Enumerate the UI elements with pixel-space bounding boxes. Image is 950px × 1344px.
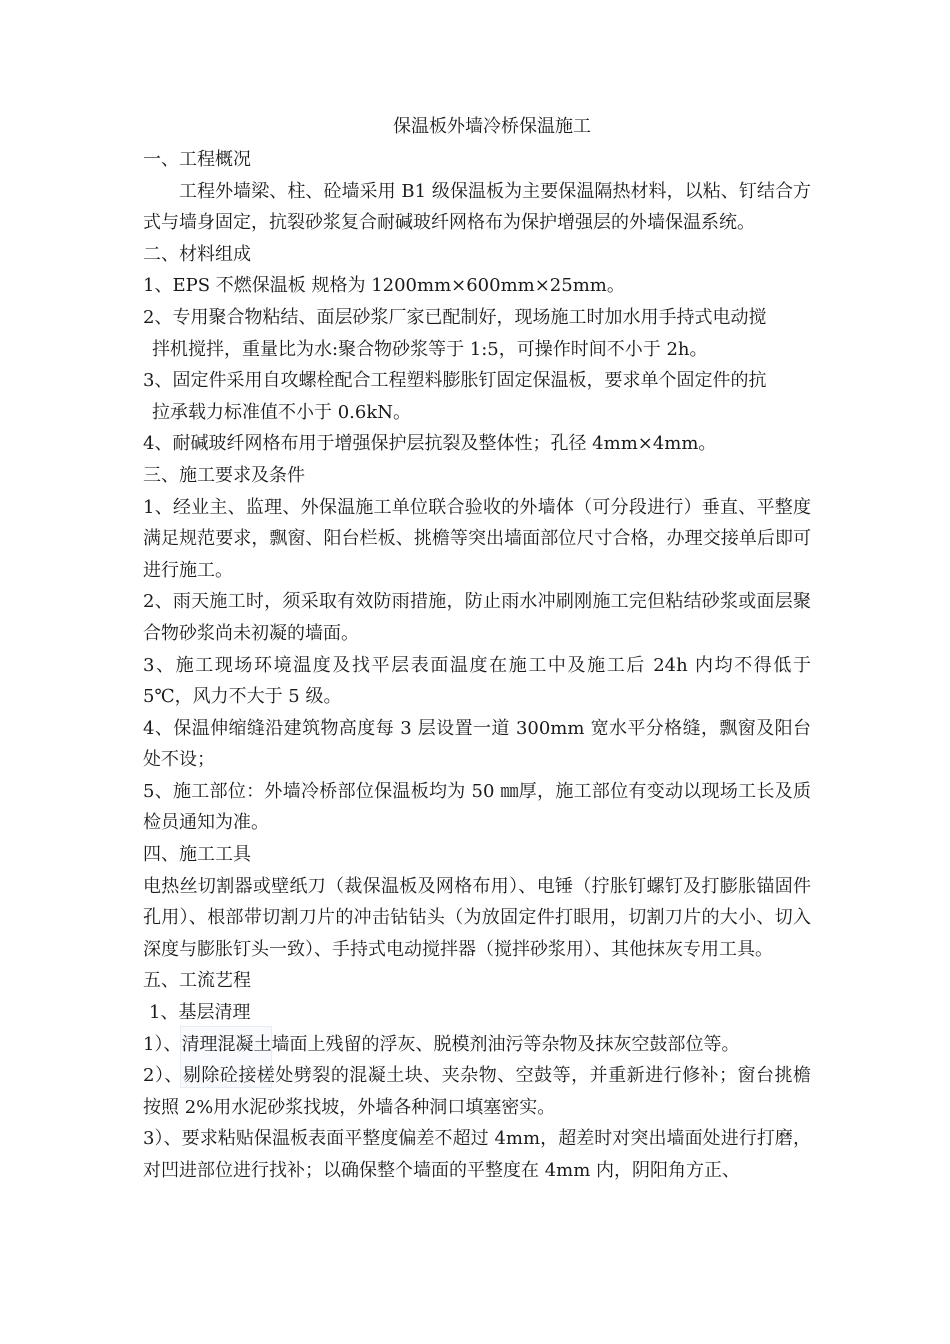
document-title: 保温板外墙冷桥保温施工 [393, 116, 591, 137]
overview-paragraph: 工程外墙梁、柱、砼墙采用 B1 级保温板为主要保温隔热材料，以粘、钉结合方式与墙身固定，抗裂砂浆复合耐碱玻纤网格布为保护增强层的外墙保温系统。 [143, 180, 811, 234]
process-item-3: 3）、要求粘贴保温板表面平整度偏差不超过 4mm，超差时对突出墙面处进行打磨，对凹进部位进行找补；以确保整个墙面的平整度在 4mm 内，阴阳角方正、 [143, 1128, 811, 1181]
process-item-1: 1）、清理混凝土墙面上残留的浮灰、脱模剂油污等杂物及抹灰空鼓部位等。 [143, 1033, 740, 1055]
process-item-2: 2）、剔除砼接槎处劈裂的混凝土块、夹杂物、空鼓等，并重新进行修补；窗台挑檐按照 2%用水泥砂浆找坡，外墙各种洞口填塞密实。 [143, 1065, 811, 1118]
section-heading-overview: 一、工程概况 [143, 149, 251, 170]
requirements-item-1: 1、经业主、监理、外保温施工单位联合验收的外墙体（可分段进行）垂直、平整度满足规范要求，飘窗、阳台栏板、挑檐等突出墙面部位尺寸合格，办理交接单后即可进行施工。 [143, 496, 811, 581]
requirements-item-2: 2、雨天施工时，须采取有效防雨措施，防止雨水冲刷刚施工完但粘结砂浆或面层聚合物砂浆尚未初凝的墙面。 [143, 591, 811, 644]
materials-item-2-line-2: 拌机搅拌，重量比为水:聚合物砂浆等于 1:5，可操作时间不小于 2h。 [152, 338, 708, 360]
section-heading-process: 五、工流艺程 [143, 970, 251, 992]
materials-item-3-line-2: 拉承载力标准值不小于 0.6kN。 [152, 401, 412, 423]
section-heading-materials: 二、材料组成 [143, 243, 251, 265]
requirements-item-3: 3、施工现场环境温度及找平层表面温度在施工中及施工后 24h 内均不得低于 5℃，风力不大于 5 级。 [143, 654, 811, 708]
materials-item-2-line-1: 2、专用聚合物粘结、面层砂浆厂家已配制好，现场施工时加水用手持式电动搅 [143, 306, 767, 328]
section-heading-requirements: 三、施工要求及条件 [143, 464, 305, 486]
tools-paragraph: 电热丝切割器或壁纸刀（裁保温板及网格布用）、电锤（拧胀钉螺钉及打膨胀锚固件孔用）、根部带切割刀片的冲击钻钻头（为放固定件打眼用，切割刀片的大小、切入深度与膨胀钉头一致）、手持式电动搅拌器（搅拌砂浆用）、其他抹灰专用工具。 [143, 875, 811, 960]
document-body [143, 112, 811, 1187]
requirements-item-5: 5、施工部位：外墙冷桥部位保温板均为 50 ㎜厚，施工部位有变动以现场工长及质检员通知为准。 [143, 780, 811, 834]
materials-item-3-line-1: 3、固定件采用自攻螺栓配合工程塑料膨胀钉固定保温板，要求单个固定件的抗 [143, 370, 767, 392]
process-subheading-base-cleaning: 1、基层清理 [149, 1002, 251, 1024]
section-heading-tools: 四、施工工具 [143, 844, 251, 866]
requirements-item-4: 4、保温伸缩缝沿建筑物高度每 3 层设置一道 300mm 宽水平分格缝，飘窗及阳台处不设； [143, 717, 811, 771]
materials-item-1: 1、EPS 不燃保温板 规格为 1200mm×600mm×25mm。 [143, 275, 625, 297]
materials-item-4: 4、耐碱玻纤网格布用于增强保护层抗裂及整体性；孔径 4mm×4mm。 [143, 433, 717, 455]
